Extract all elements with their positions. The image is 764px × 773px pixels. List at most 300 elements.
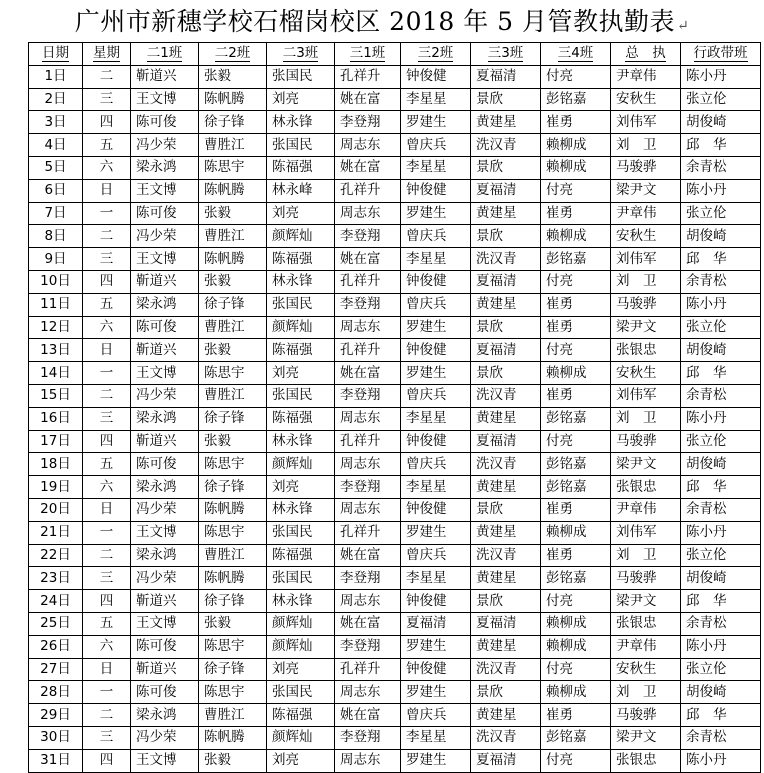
duty-cell: 张国民: [267, 567, 335, 590]
duty-cell: 冯少荣: [131, 726, 199, 749]
duty-cell: 付亮: [541, 658, 611, 681]
date-cell: 3日: [29, 111, 83, 134]
column-header-label: 二3班: [282, 45, 319, 62]
duty-cell: 曾庆兵: [401, 453, 471, 476]
duty-cell: 夏福清: [471, 339, 541, 362]
date-cell: 2日: [29, 88, 83, 111]
duty-cell: 陈帆腾: [199, 498, 267, 521]
duty-cell: 尹章伟: [611, 202, 681, 225]
duty-cell: 张银忠: [611, 339, 681, 362]
duty-cell: 陈思宇: [199, 453, 267, 476]
duty-cell: 尹章伟: [611, 65, 681, 88]
duty-cell: 王文博: [131, 88, 199, 111]
duty-cell: 王文博: [131, 521, 199, 544]
table-row: [29, 316, 761, 339]
date-cell: 23日: [29, 567, 83, 590]
duty-cell: 张毅: [199, 749, 267, 772]
duty-cell: 林永锋: [267, 498, 335, 521]
duty-cell: 林永锋: [267, 270, 335, 293]
duty-cell: 林永锋: [267, 430, 335, 453]
duty-cell: 李星星: [401, 476, 471, 499]
column-header: [335, 43, 401, 66]
duty-cell: 黄建星: [471, 567, 541, 590]
duty-cell: 陈福强: [267, 156, 335, 179]
date-cell: 25日: [29, 612, 83, 635]
duty-cell: 李星星: [401, 407, 471, 430]
duty-cell: 姚在富: [335, 612, 401, 635]
duty-cell: 马骏骅: [611, 704, 681, 727]
duty-cell: 梁永鸿: [131, 407, 199, 430]
table-row: [29, 544, 761, 567]
duty-cell: 刘伟军: [611, 111, 681, 134]
duty-cell: 崔勇: [541, 202, 611, 225]
duty-cell: 梁永鸿: [131, 544, 199, 567]
weekday-cell: 二: [83, 544, 131, 567]
duty-cell: 陈思宇: [199, 362, 267, 385]
table-row: [29, 362, 761, 385]
duty-cell: 余青松: [681, 384, 761, 407]
weekday-cell: 日: [83, 498, 131, 521]
duty-cell: 崔勇: [541, 704, 611, 727]
duty-cell: 安秋生: [611, 362, 681, 385]
duty-cell: 张毅: [199, 612, 267, 635]
duty-cell: 刘亮: [267, 749, 335, 772]
duty-cell: 张立伦: [681, 202, 761, 225]
duty-cell: 张立伦: [681, 316, 761, 339]
duty-cell: 赖柳成: [541, 681, 611, 704]
duty-cell: 尹章伟: [611, 635, 681, 658]
table-row: [29, 225, 761, 248]
duty-cell: 余青松: [681, 156, 761, 179]
duty-cell: 孔祥升: [335, 430, 401, 453]
table-row: [29, 453, 761, 476]
duty-cell: 颜辉灿: [267, 316, 335, 339]
duty-cell: 李星星: [401, 156, 471, 179]
table-row: [29, 88, 761, 111]
duty-cell: 徐子锋: [199, 407, 267, 430]
duty-cell: 钟俊健: [401, 339, 471, 362]
duty-cell: 张国民: [267, 521, 335, 544]
duty-cell: 孔祥升: [335, 270, 401, 293]
duty-cell: 徐子锋: [199, 476, 267, 499]
duty-cell: 孔祥升: [335, 179, 401, 202]
duty-cell: 曾庆兵: [401, 704, 471, 727]
column-header-label: 三1班: [349, 45, 386, 62]
duty-cell: 陈帆腾: [199, 179, 267, 202]
duty-cell: 曾庆兵: [401, 225, 471, 248]
duty-cell: 刘 卫: [611, 407, 681, 430]
column-header: [471, 43, 541, 66]
duty-cell: 邱 华: [681, 248, 761, 271]
duty-cell: 陈帆腾: [199, 726, 267, 749]
duty-cell: 崔勇: [541, 316, 611, 339]
table-row: [29, 704, 761, 727]
duty-cell: 崔勇: [541, 293, 611, 316]
date-cell: 9日: [29, 248, 83, 271]
column-header-label: 三3班: [487, 45, 524, 62]
duty-cell: 尹章伟: [611, 498, 681, 521]
duty-cell: 付亮: [541, 65, 611, 88]
date-cell: 5日: [29, 156, 83, 179]
duty-cell: 张毅: [199, 430, 267, 453]
table-row: [29, 612, 761, 635]
duty-cell: 黄建星: [471, 476, 541, 499]
duty-cell: 陈思宇: [199, 681, 267, 704]
duty-cell: 林永峰: [267, 179, 335, 202]
duty-cell: 曾庆兵: [401, 384, 471, 407]
duty-cell: 靳道兴: [131, 270, 199, 293]
duty-cell: 梁尹文: [611, 453, 681, 476]
weekday-cell: 四: [83, 749, 131, 772]
duty-cell: 姚在富: [335, 704, 401, 727]
table-row: [29, 339, 761, 362]
duty-cell: 彭铭嘉: [541, 476, 611, 499]
column-header: [29, 43, 83, 66]
duty-cell: 赖柳成: [541, 156, 611, 179]
date-cell: 8日: [29, 225, 83, 248]
duty-cell: 冯少荣: [131, 134, 199, 157]
duty-cell: 胡俊崎: [681, 225, 761, 248]
duty-cell: 冯少荣: [131, 498, 199, 521]
duty-cell: 姚在富: [335, 248, 401, 271]
weekday-cell: 三: [83, 567, 131, 590]
date-cell: 1日: [29, 65, 83, 88]
duty-cell: 罗建生: [401, 316, 471, 339]
duty-cell: 孔祥升: [335, 658, 401, 681]
table-row: [29, 179, 761, 202]
duty-cell: 陈小丹: [681, 407, 761, 430]
duty-cell: 靳道兴: [131, 339, 199, 362]
table-row: [29, 590, 761, 613]
duty-cell: 李登翔: [335, 225, 401, 248]
table-row: [29, 111, 761, 134]
duty-cell: 景欣: [471, 156, 541, 179]
duty-cell: 余青松: [681, 726, 761, 749]
date-cell: 27日: [29, 658, 83, 681]
duty-cell: 李登翔: [335, 384, 401, 407]
column-header-label: 总 执: [625, 45, 666, 62]
duty-cell: 徐子锋: [199, 293, 267, 316]
table-row: [29, 384, 761, 407]
duty-cell: 陈小丹: [681, 635, 761, 658]
duty-cell: 张毅: [199, 339, 267, 362]
table-row: [29, 65, 761, 88]
column-header: [611, 43, 681, 66]
duty-cell: 马骏骅: [611, 156, 681, 179]
duty-cell: 洗汉青: [471, 134, 541, 157]
duty-cell: 孔祥升: [335, 65, 401, 88]
duty-cell: 邱 华: [681, 704, 761, 727]
duty-cell: 靳道兴: [131, 658, 199, 681]
duty-cell: 洗汉青: [471, 248, 541, 271]
duty-cell: 夏福清: [471, 749, 541, 772]
duty-cell: 刘亮: [267, 658, 335, 681]
weekday-cell: 六: [83, 635, 131, 658]
column-header: [199, 43, 267, 66]
weekday-cell: 二: [83, 65, 131, 88]
duty-cell: 黄建星: [471, 704, 541, 727]
date-cell: 31日: [29, 749, 83, 772]
duty-cell: 曹胜江: [199, 225, 267, 248]
duty-cell: 梁永鸿: [131, 156, 199, 179]
duty-cell: 钟俊健: [401, 498, 471, 521]
table-row: [29, 270, 761, 293]
duty-cell: 王文博: [131, 749, 199, 772]
duty-cell: 徐子锋: [199, 590, 267, 613]
duty-cell: 张立伦: [681, 430, 761, 453]
column-header: [401, 43, 471, 66]
duty-cell: 安秋生: [611, 225, 681, 248]
duty-cell: 景欣: [471, 88, 541, 111]
duty-cell: 张毅: [199, 270, 267, 293]
table-row: [29, 407, 761, 430]
duty-cell: 周志东: [335, 407, 401, 430]
duty-cell: 刘 卫: [611, 681, 681, 704]
duty-cell: 颜辉灿: [267, 635, 335, 658]
table-row: [29, 749, 761, 772]
table-row: [29, 430, 761, 453]
duty-cell: 颜辉灿: [267, 453, 335, 476]
duty-cell: 邱 华: [681, 590, 761, 613]
column-header-label: 二1班: [146, 45, 183, 62]
table-row: [29, 134, 761, 157]
column-header-label: 三2班: [417, 45, 454, 62]
duty-cell: 黄建星: [471, 293, 541, 316]
duty-cell: 安秋生: [611, 658, 681, 681]
duty-cell: 夏福清: [401, 612, 471, 635]
duty-cell: 黄建星: [471, 521, 541, 544]
weekday-cell: 三: [83, 407, 131, 430]
table-row: [29, 726, 761, 749]
duty-cell: 景欣: [471, 225, 541, 248]
column-header-label: 三4班: [557, 45, 594, 62]
duty-cell: 余青松: [681, 270, 761, 293]
duty-cell: 李星星: [401, 567, 471, 590]
duty-cell: 余青松: [681, 612, 761, 635]
duty-cell: 李登翔: [335, 567, 401, 590]
date-cell: 17日: [29, 430, 83, 453]
duty-cell: 钟俊健: [401, 658, 471, 681]
duty-cell: 崔勇: [541, 111, 611, 134]
duty-cell: 曾庆兵: [401, 293, 471, 316]
duty-cell: 孔祥升: [335, 521, 401, 544]
duty-cell: 林永锋: [267, 111, 335, 134]
duty-cell: 梁尹文: [611, 179, 681, 202]
date-cell: 15日: [29, 384, 83, 407]
duty-cell: 张国民: [267, 384, 335, 407]
date-cell: 30日: [29, 726, 83, 749]
duty-cell: 曹胜江: [199, 134, 267, 157]
duty-cell: 周志东: [335, 453, 401, 476]
date-cell: 13日: [29, 339, 83, 362]
duty-cell: 颜辉灿: [267, 612, 335, 635]
column-header: [267, 43, 335, 66]
duty-cell: 夏福清: [471, 612, 541, 635]
weekday-cell: 日: [83, 339, 131, 362]
duty-cell: 张立伦: [681, 544, 761, 567]
duty-cell: 钟俊健: [401, 590, 471, 613]
duty-cell: 付亮: [541, 430, 611, 453]
duty-cell: 周志东: [335, 681, 401, 704]
duty-cell: 王文博: [131, 248, 199, 271]
duty-cell: 李星星: [401, 88, 471, 111]
duty-cell: 陈福强: [267, 704, 335, 727]
duty-cell: 夏福清: [471, 270, 541, 293]
weekday-cell: 四: [83, 270, 131, 293]
duty-cell: 彭铭嘉: [541, 248, 611, 271]
duty-cell: 赖柳成: [541, 362, 611, 385]
table-header-row: [29, 43, 761, 66]
duty-cell: 刘伟军: [611, 521, 681, 544]
duty-cell: 洗汉青: [471, 726, 541, 749]
duty-cell: 陈福强: [267, 339, 335, 362]
weekday-cell: 三: [83, 248, 131, 271]
duty-cell: 陈帆腾: [199, 88, 267, 111]
duty-cell: 刘伟军: [611, 248, 681, 271]
column-header: [681, 43, 761, 66]
table-row: [29, 202, 761, 225]
duty-cell: 梁尹文: [611, 726, 681, 749]
duty-cell: 梁永鸿: [131, 704, 199, 727]
duty-cell: 冯少荣: [131, 567, 199, 590]
duty-cell: 付亮: [541, 749, 611, 772]
duty-cell: 林永锋: [267, 590, 335, 613]
duty-cell: 陈小丹: [681, 749, 761, 772]
weekday-cell: 三: [83, 726, 131, 749]
weekday-cell: 四: [83, 590, 131, 613]
duty-cell: 张国民: [267, 134, 335, 157]
duty-cell: 姚在富: [335, 362, 401, 385]
duty-cell: 张国民: [267, 65, 335, 88]
table-row: [29, 248, 761, 271]
duty-cell: 陈可俊: [131, 316, 199, 339]
table-row: [29, 635, 761, 658]
table-row: [29, 658, 761, 681]
duty-cell: 陈小丹: [681, 293, 761, 316]
duty-cell: 洗汉青: [471, 544, 541, 567]
duty-cell: 刘 卫: [611, 544, 681, 567]
title-text: 广州市新穗学校石榴岗校区 2018 年 5 月管教执勤表: [74, 7, 676, 36]
duty-cell: 赖柳成: [541, 612, 611, 635]
date-cell: 16日: [29, 407, 83, 430]
duty-cell: 彭铭嘉: [541, 88, 611, 111]
duty-cell: 彭铭嘉: [541, 407, 611, 430]
duty-cell: 罗建生: [401, 681, 471, 704]
duty-cell: 夏福清: [471, 179, 541, 202]
duty-cell: 梁永鸿: [131, 476, 199, 499]
duty-cell: 赖柳成: [541, 635, 611, 658]
weekday-cell: 二: [83, 225, 131, 248]
duty-cell: 陈帆腾: [199, 567, 267, 590]
weekday-cell: 三: [83, 88, 131, 111]
date-cell: 20日: [29, 498, 83, 521]
duty-cell: 王文博: [131, 612, 199, 635]
duty-cell: 马骏骅: [611, 567, 681, 590]
column-header: [131, 43, 199, 66]
weekday-cell: 四: [83, 111, 131, 134]
duty-cell: 徐子锋: [199, 658, 267, 681]
date-cell: 26日: [29, 635, 83, 658]
duty-cell: 陈福强: [267, 248, 335, 271]
weekday-cell: 五: [83, 134, 131, 157]
duty-cell: 邱 华: [681, 476, 761, 499]
weekday-cell: 二: [83, 704, 131, 727]
duty-cell: 胡俊崎: [681, 111, 761, 134]
date-cell: 7日: [29, 202, 83, 225]
duty-cell: 罗建生: [401, 111, 471, 134]
duty-cell: 陈思宇: [199, 635, 267, 658]
table-row: [29, 498, 761, 521]
duty-cell: 付亮: [541, 590, 611, 613]
date-cell: 6日: [29, 179, 83, 202]
date-cell: 19日: [29, 476, 83, 499]
duty-cell: 姚在富: [335, 544, 401, 567]
duty-cell: 曹胜江: [199, 384, 267, 407]
column-header-label: 行政带班: [693, 45, 748, 62]
weekday-cell: 四: [83, 430, 131, 453]
duty-cell: 刘 卫: [611, 134, 681, 157]
weekday-cell: 一: [83, 521, 131, 544]
duty-cell: 景欣: [471, 590, 541, 613]
column-header: [541, 43, 611, 66]
table-row: [29, 567, 761, 590]
date-cell: 28日: [29, 681, 83, 704]
duty-cell: 陈福强: [267, 407, 335, 430]
duty-cell: 邱 华: [681, 134, 761, 157]
table-row: [29, 521, 761, 544]
table-row: [29, 476, 761, 499]
duty-cell: 赖柳成: [541, 225, 611, 248]
duty-cell: 梁尹文: [611, 316, 681, 339]
duty-cell: 梁永鸿: [131, 293, 199, 316]
column-header: [83, 43, 131, 66]
weekday-cell: 六: [83, 316, 131, 339]
column-header-label: 星期: [93, 45, 120, 62]
table-row: [29, 293, 761, 316]
weekday-cell: 一: [83, 681, 131, 704]
duty-cell: 刘亮: [267, 476, 335, 499]
duty-cell: 曹胜江: [199, 544, 267, 567]
duty-cell: 陈帆腾: [199, 248, 267, 271]
duty-cell: 崔勇: [541, 498, 611, 521]
column-header-label: 二2班: [214, 45, 251, 62]
weekday-cell: 五: [83, 612, 131, 635]
duty-cell: 梁尹文: [611, 590, 681, 613]
duty-cell: 李登翔: [335, 726, 401, 749]
weekday-cell: 一: [83, 202, 131, 225]
duty-cell: 胡俊崎: [681, 681, 761, 704]
date-cell: 24日: [29, 590, 83, 613]
duty-cell: 刘亮: [267, 88, 335, 111]
duty-cell: 张国民: [267, 293, 335, 316]
duty-cell: 黄建星: [471, 202, 541, 225]
duty-cell: 张立伦: [681, 658, 761, 681]
table-body: [29, 65, 761, 772]
duty-cell: 钟俊健: [401, 65, 471, 88]
duty-cell: 彭铭嘉: [541, 726, 611, 749]
duty-cell: 曾庆兵: [401, 544, 471, 567]
date-cell: 18日: [29, 453, 83, 476]
duty-cell: 李登翔: [335, 476, 401, 499]
duty-cell: 罗建生: [401, 362, 471, 385]
duty-cell: 安秋生: [611, 88, 681, 111]
duty-cell: 颜辉灿: [267, 726, 335, 749]
weekday-cell: 五: [83, 293, 131, 316]
duty-cell: 赖柳成: [541, 134, 611, 157]
duty-cell: 黄建星: [471, 635, 541, 658]
duty-cell: 马骏骅: [611, 293, 681, 316]
duty-cell: 胡俊崎: [681, 339, 761, 362]
